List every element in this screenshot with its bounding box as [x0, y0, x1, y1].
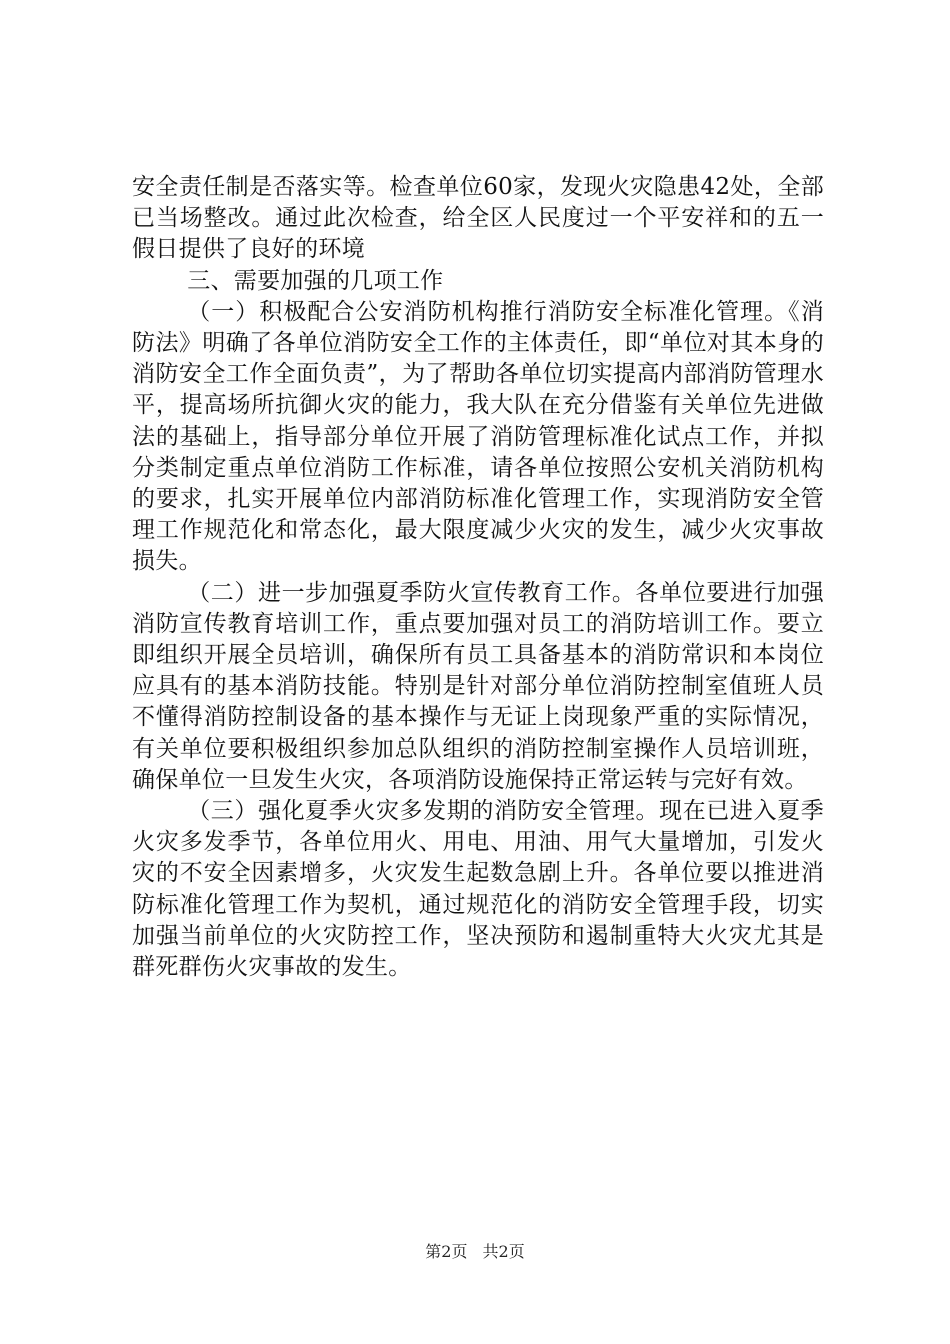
section-heading: 三、需要加强的几项工作: [187, 267, 444, 294]
document-body: [132, 172, 824, 983]
page-footer: [0, 1242, 950, 1262]
page-total: 共2页: [482, 1242, 525, 1261]
paragraph-item-2: （二）进一步加强夏季防火宣传教育工作。各单位要进行加强消防宣传教育培训工作，重点要加强对员工的消防培训工作。要立即组织开展全员培训，确保所有员工具备基本的消防常识和本岗位应具有的基本消防技能。特别是针对部分单位消防控制室值班人员不懂得消防控制设备的基本操作与无证上岗现象严重的实际情况，有关单位要积极组织参加总队组织的消防控制室操作人员培训班，确保单位一旦发生火灾，各项消防设施保持正常运转与完好有效。: [132, 579, 824, 793]
paragraph-item-1: （一）积极配合公安消防机构推行消防安全标准化管理。《消防法》明确了各单位消防安全工作的主体责任，即“单位对其本身的消防安全工作全面负责”，为了帮助各单位切实提高内部消防管理水平，提高场所抗御火灾的能力，我大队在充分借鉴有关单位先进做法的基础上，指导部分单位开展了消防管理标准化试点工作，并拟分类制定重点单位消防工作标准，请各单位按照公安机关消防机构的要求，扎实开展单位内部消防标准化管理工作，实现消防安全管理工作规范化和常态化，最大限度减少火灾的发生，减少火灾事故损失。: [132, 298, 824, 575]
paragraph-continuation: 安全责任制是否落实等。检查单位60家，发现火灾隐患42处，全部已当场整改。通过此次检查，给全区人民度过一个平安祥和的五一假日提供了良好的环境: [132, 174, 824, 263]
paragraph-item-3: （三）强化夏季火灾多发期的消防安全管理。现在已进入夏季火灾多发季节，各单位用火、用电、用油、用气大量增加，引发火灾的不安全因素增多，火灾发生起数急剧上升。各单位要以推进消防标准化管理工作为契机，通过规范化的消防安全管理手段，切实加强当前单位的火灾防控工作，坚决预防和遏制重特大火灾尤其是群死群伤火灾事故的发生。: [132, 798, 824, 981]
page-number: 第2页: [425, 1242, 468, 1261]
